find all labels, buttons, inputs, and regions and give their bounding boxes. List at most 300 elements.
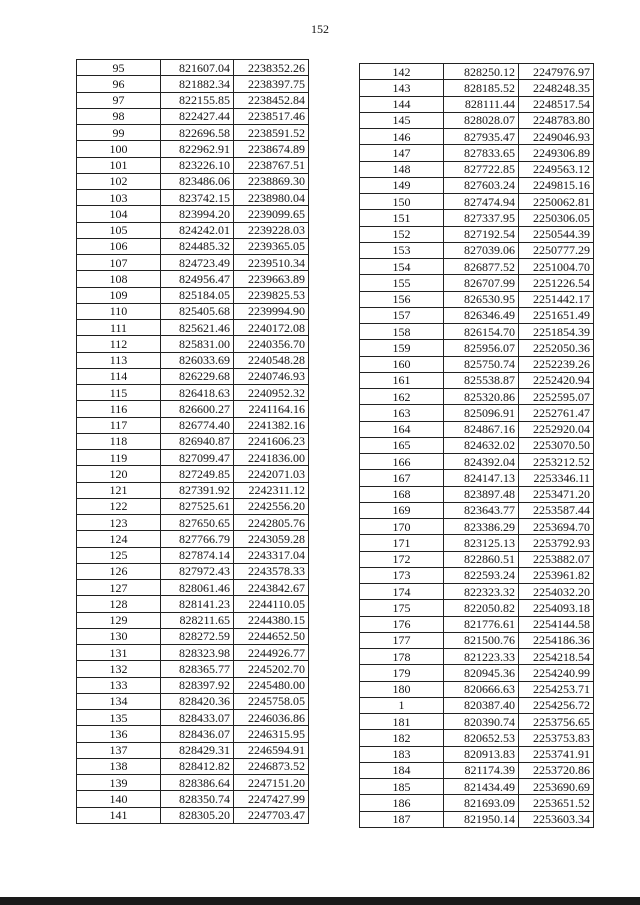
- x-coordinate-cell: 821693.09: [444, 795, 519, 811]
- x-coordinate-cell: 823742.15: [161, 190, 234, 206]
- x-coordinate-cell: 825405.68: [161, 303, 234, 319]
- table-row: [360, 242, 594, 258]
- table-row: [360, 161, 594, 177]
- table-row: [77, 612, 309, 628]
- x-coordinate-cell: 825750.74: [444, 356, 519, 372]
- y-coordinate-cell: 2246873.52: [234, 758, 309, 774]
- point-number-cell: 115: [77, 385, 161, 401]
- y-coordinate-cell: 2251651.49: [519, 307, 594, 323]
- table-row: [77, 336, 309, 352]
- x-coordinate-cell: 823386.29: [444, 519, 519, 535]
- table-row: [77, 60, 309, 76]
- x-coordinate-cell: 823643.77: [444, 502, 519, 518]
- y-coordinate-cell: 2250306.05: [519, 210, 594, 226]
- table-row: [77, 157, 309, 173]
- x-coordinate-cell: 827249.85: [161, 466, 234, 482]
- x-coordinate-cell: 826530.95: [444, 291, 519, 307]
- table-row: [77, 222, 309, 238]
- point-number-cell: 114: [77, 368, 161, 384]
- table-row: [77, 125, 309, 141]
- y-coordinate-cell: 2239994.90: [234, 303, 309, 319]
- y-coordinate-cell: 2250062.81: [519, 194, 594, 210]
- table-row: [360, 551, 594, 567]
- x-coordinate-cell: 821776.61: [444, 616, 519, 632]
- y-coordinate-cell: 2248248.35: [519, 80, 594, 96]
- x-coordinate-cell: 828433.07: [161, 710, 234, 726]
- x-coordinate-cell: 820387.40: [444, 697, 519, 713]
- x-coordinate-cell: 827874.14: [161, 547, 234, 563]
- y-coordinate-cell: 2240172.08: [234, 320, 309, 336]
- x-coordinate-cell: 827192.54: [444, 226, 519, 242]
- x-coordinate-cell: 827525.61: [161, 498, 234, 514]
- x-coordinate-cell: 827833.65: [444, 145, 519, 161]
- x-coordinate-cell: 821950.14: [444, 811, 519, 827]
- x-coordinate-cell: 822427.44: [161, 108, 234, 124]
- y-coordinate-cell: 2254144.58: [519, 616, 594, 632]
- point-number-cell: 105: [77, 222, 161, 238]
- point-number-cell: 135: [77, 710, 161, 726]
- table-row: [77, 547, 309, 563]
- x-coordinate-cell: 823897.48: [444, 486, 519, 502]
- y-coordinate-cell: 2252595.07: [519, 389, 594, 405]
- point-number-cell: 159: [360, 340, 444, 356]
- table-row: [360, 681, 594, 697]
- y-coordinate-cell: 2249563.12: [519, 161, 594, 177]
- point-number-cell: 128: [77, 596, 161, 612]
- coordinate-table-right: [359, 63, 594, 828]
- page-number: 152: [311, 22, 329, 36]
- point-number-cell: 169: [360, 502, 444, 518]
- table-row: [77, 807, 309, 823]
- point-number-cell: 178: [360, 649, 444, 665]
- point-number-cell: 177: [360, 632, 444, 648]
- table-row: [77, 645, 309, 661]
- y-coordinate-cell: 2239825.53: [234, 287, 309, 303]
- x-coordinate-cell: 820390.74: [444, 714, 519, 730]
- table-row: [360, 307, 594, 323]
- y-coordinate-cell: 2249046.93: [519, 129, 594, 145]
- x-coordinate-cell: 820945.36: [444, 665, 519, 681]
- x-coordinate-cell: 828436.07: [161, 726, 234, 742]
- point-number-cell: 145: [360, 112, 444, 128]
- y-coordinate-cell: 2253882.07: [519, 551, 594, 567]
- table-row: [77, 76, 309, 92]
- x-coordinate-cell: 828061.46: [161, 580, 234, 596]
- table-row: [77, 92, 309, 108]
- x-coordinate-cell: 827099.47: [161, 450, 234, 466]
- y-coordinate-cell: 2253346.11: [519, 470, 594, 486]
- table-row: [360, 177, 594, 193]
- table-row: [77, 433, 309, 449]
- y-coordinate-cell: 2253471.20: [519, 486, 594, 502]
- table-row: [360, 730, 594, 746]
- x-coordinate-cell: 827935.47: [444, 129, 519, 145]
- point-number-cell: 150: [360, 194, 444, 210]
- y-coordinate-cell: 2239365.05: [234, 238, 309, 254]
- y-coordinate-cell: 2253753.83: [519, 730, 594, 746]
- table-row: [360, 470, 594, 486]
- x-coordinate-cell: 823486.06: [161, 173, 234, 189]
- x-coordinate-cell: 827650.65: [161, 515, 234, 531]
- table-row: [360, 291, 594, 307]
- y-coordinate-cell: 2239663.89: [234, 271, 309, 287]
- point-number-cell: 131: [77, 645, 161, 661]
- y-coordinate-cell: 2252420.94: [519, 372, 594, 388]
- y-coordinate-cell: 2247427.99: [234, 791, 309, 807]
- table-row: [360, 96, 594, 112]
- y-coordinate-cell: 2254240.99: [519, 665, 594, 681]
- table-row: [77, 368, 309, 384]
- point-number-cell: 186: [360, 795, 444, 811]
- x-coordinate-cell: 821882.34: [161, 76, 234, 92]
- table-row: [360, 567, 594, 583]
- x-coordinate-cell: 826877.52: [444, 259, 519, 275]
- x-coordinate-cell: 820913.83: [444, 746, 519, 762]
- point-number-cell: 163: [360, 405, 444, 421]
- table-row: [360, 129, 594, 145]
- table-row: [77, 238, 309, 254]
- table-row: [77, 385, 309, 401]
- table-row: [360, 502, 594, 518]
- point-number-cell: 136: [77, 726, 161, 742]
- point-number-cell: 160: [360, 356, 444, 372]
- x-coordinate-cell: 828272.59: [161, 628, 234, 644]
- x-coordinate-cell: 828323.98: [161, 645, 234, 661]
- y-coordinate-cell: 2251854.39: [519, 324, 594, 340]
- table-row: [360, 405, 594, 421]
- point-number-cell: 164: [360, 421, 444, 437]
- point-number-cell: 119: [77, 450, 161, 466]
- table-row: [77, 482, 309, 498]
- y-coordinate-cell: 2242805.76: [234, 515, 309, 531]
- y-coordinate-cell: 2239510.34: [234, 255, 309, 271]
- table-row: [360, 486, 594, 502]
- point-number-cell: 154: [360, 259, 444, 275]
- y-coordinate-cell: 2249306.89: [519, 145, 594, 161]
- table-row: [77, 693, 309, 709]
- x-coordinate-cell: 821607.04: [161, 60, 234, 76]
- table-row: [77, 563, 309, 579]
- table-row: [77, 677, 309, 693]
- x-coordinate-cell: 827337.95: [444, 210, 519, 226]
- table-row: [77, 417, 309, 433]
- table-row: [77, 661, 309, 677]
- point-number-cell: 174: [360, 584, 444, 600]
- y-coordinate-cell: 2253741.91: [519, 746, 594, 762]
- table-row: [360, 649, 594, 665]
- point-number-cell: 185: [360, 779, 444, 795]
- table-row: [77, 206, 309, 222]
- point-number-cell: 168: [360, 486, 444, 502]
- table-row: [360, 421, 594, 437]
- table-row: [77, 141, 309, 157]
- y-coordinate-cell: 2253212.52: [519, 454, 594, 470]
- point-number-cell: 166: [360, 454, 444, 470]
- y-coordinate-cell: 2253961.82: [519, 567, 594, 583]
- point-number-cell: 111: [77, 320, 161, 336]
- y-coordinate-cell: 2246594.91: [234, 742, 309, 758]
- point-number-cell: 167: [360, 470, 444, 486]
- point-number-cell: 120: [77, 466, 161, 482]
- y-coordinate-cell: 2254093.18: [519, 600, 594, 616]
- x-coordinate-cell: 820666.63: [444, 681, 519, 697]
- table-row: [360, 64, 594, 80]
- table-row: [77, 726, 309, 742]
- table-row: [360, 697, 594, 713]
- point-number-cell: 141: [77, 807, 161, 823]
- x-coordinate-cell: 828397.92: [161, 677, 234, 693]
- point-number-cell: 152: [360, 226, 444, 242]
- y-coordinate-cell: 2248517.54: [519, 96, 594, 112]
- y-coordinate-cell: 2253792.93: [519, 535, 594, 551]
- x-coordinate-cell: 826774.40: [161, 417, 234, 433]
- y-coordinate-cell: 2254256.72: [519, 697, 594, 713]
- point-number-cell: 126: [77, 563, 161, 579]
- y-coordinate-cell: 2238869.30: [234, 173, 309, 189]
- x-coordinate-cell: 823994.20: [161, 206, 234, 222]
- y-coordinate-cell: 2252920.04: [519, 421, 594, 437]
- point-number-cell: 118: [77, 433, 161, 449]
- table-row: [360, 600, 594, 616]
- table-row: [77, 108, 309, 124]
- x-coordinate-cell: 828412.82: [161, 758, 234, 774]
- x-coordinate-cell: 827766.79: [161, 531, 234, 547]
- table-row: [77, 466, 309, 482]
- table-row: [77, 190, 309, 206]
- point-number-cell: 99: [77, 125, 161, 141]
- x-coordinate-cell: 825538.87: [444, 372, 519, 388]
- y-coordinate-cell: 2244926.77: [234, 645, 309, 661]
- x-coordinate-cell: 828250.12: [444, 64, 519, 80]
- x-coordinate-cell: 822050.82: [444, 600, 519, 616]
- y-coordinate-cell: 2254218.54: [519, 649, 594, 665]
- table-row: [77, 515, 309, 531]
- table-row: [360, 389, 594, 405]
- y-coordinate-cell: 2244652.50: [234, 628, 309, 644]
- x-coordinate-cell: 821434.49: [444, 779, 519, 795]
- y-coordinate-cell: 2253651.52: [519, 795, 594, 811]
- y-coordinate-cell: 2252050.36: [519, 340, 594, 356]
- table-row: [77, 498, 309, 514]
- y-coordinate-cell: 2244380.15: [234, 612, 309, 628]
- y-coordinate-cell: 2243842.67: [234, 580, 309, 596]
- y-coordinate-cell: 2253070.50: [519, 437, 594, 453]
- x-coordinate-cell: 828420.36: [161, 693, 234, 709]
- point-number-cell: 100: [77, 141, 161, 157]
- x-coordinate-cell: 826418.63: [161, 385, 234, 401]
- x-coordinate-cell: 822860.51: [444, 551, 519, 567]
- table-row: [360, 259, 594, 275]
- y-coordinate-cell: 2254253.71: [519, 681, 594, 697]
- point-number-cell: 165: [360, 437, 444, 453]
- x-coordinate-cell: 822593.24: [444, 567, 519, 583]
- table-row: [360, 145, 594, 161]
- table-row: [77, 596, 309, 612]
- table-row: [360, 584, 594, 600]
- point-number-cell: 95: [77, 60, 161, 76]
- point-number-cell: 144: [360, 96, 444, 112]
- y-coordinate-cell: 2238674.89: [234, 141, 309, 157]
- point-number-cell: 101: [77, 157, 161, 173]
- y-coordinate-cell: 2238767.51: [234, 157, 309, 173]
- x-coordinate-cell: 827474.94: [444, 194, 519, 210]
- point-number-cell: 117: [77, 417, 161, 433]
- y-coordinate-cell: 2249815.16: [519, 177, 594, 193]
- point-number-cell: 180: [360, 681, 444, 697]
- y-coordinate-cell: 2240356.70: [234, 336, 309, 352]
- y-coordinate-cell: 2239099.65: [234, 206, 309, 222]
- y-coordinate-cell: 2253587.44: [519, 502, 594, 518]
- table-row: [360, 226, 594, 242]
- table-row: [360, 210, 594, 226]
- x-coordinate-cell: 824867.16: [444, 421, 519, 437]
- x-coordinate-cell: 826940.87: [161, 433, 234, 449]
- y-coordinate-cell: 2254186.36: [519, 632, 594, 648]
- y-coordinate-cell: 2238397.75: [234, 76, 309, 92]
- y-coordinate-cell: 2247703.47: [234, 807, 309, 823]
- point-number-cell: 151: [360, 210, 444, 226]
- y-coordinate-cell: 2253694.70: [519, 519, 594, 535]
- table-row: [360, 519, 594, 535]
- x-coordinate-cell: 827972.43: [161, 563, 234, 579]
- table-row: [360, 275, 594, 291]
- x-coordinate-cell: 820652.53: [444, 730, 519, 746]
- x-coordinate-cell: 825831.00: [161, 336, 234, 352]
- point-number-cell: 183: [360, 746, 444, 762]
- table-row: [360, 779, 594, 795]
- point-number-cell: 173: [360, 567, 444, 583]
- point-number-cell: 123: [77, 515, 161, 531]
- point-number-cell: 112: [77, 336, 161, 352]
- y-coordinate-cell: 2252239.26: [519, 356, 594, 372]
- y-coordinate-cell: 2238352.26: [234, 60, 309, 76]
- point-number-cell: 146: [360, 129, 444, 145]
- x-coordinate-cell: 822962.91: [161, 141, 234, 157]
- table-row: [77, 255, 309, 271]
- table-row: [360, 714, 594, 730]
- y-coordinate-cell: 2238517.46: [234, 108, 309, 124]
- x-coordinate-cell: 827722.85: [444, 161, 519, 177]
- point-number-cell: 139: [77, 775, 161, 791]
- table-row: [360, 665, 594, 681]
- point-number-cell: 124: [77, 531, 161, 547]
- point-number-cell: 103: [77, 190, 161, 206]
- y-coordinate-cell: 2243059.28: [234, 531, 309, 547]
- table-row: [360, 324, 594, 340]
- table-row: [360, 762, 594, 778]
- table-row: [360, 535, 594, 551]
- point-number-cell: 181: [360, 714, 444, 730]
- y-coordinate-cell: 2246315.95: [234, 726, 309, 742]
- x-coordinate-cell: 828429.31: [161, 742, 234, 758]
- point-number-cell: 148: [360, 161, 444, 177]
- point-number-cell: 137: [77, 742, 161, 758]
- table-row: [360, 632, 594, 648]
- point-number-cell: 121: [77, 482, 161, 498]
- y-coordinate-cell: 2253756.65: [519, 714, 594, 730]
- y-coordinate-cell: 2250544.39: [519, 226, 594, 242]
- y-coordinate-cell: 2253690.69: [519, 779, 594, 795]
- point-number-cell: 142: [360, 64, 444, 80]
- y-coordinate-cell: 2254032.20: [519, 584, 594, 600]
- point-number-cell: 147: [360, 145, 444, 161]
- x-coordinate-cell: 824392.04: [444, 454, 519, 470]
- x-coordinate-cell: 828365.77: [161, 661, 234, 677]
- point-number-cell: 176: [360, 616, 444, 632]
- table-row: [77, 173, 309, 189]
- point-number-cell: 179: [360, 665, 444, 681]
- y-coordinate-cell: 2247151.20: [234, 775, 309, 791]
- point-number-cell: 184: [360, 762, 444, 778]
- point-number-cell: 116: [77, 401, 161, 417]
- point-number-cell: 1: [360, 697, 444, 713]
- point-number-cell: 129: [77, 612, 161, 628]
- x-coordinate-cell: 826154.70: [444, 324, 519, 340]
- y-coordinate-cell: 2250777.29: [519, 242, 594, 258]
- table-row: [360, 437, 594, 453]
- y-coordinate-cell: 2244110.05: [234, 596, 309, 612]
- y-coordinate-cell: 2251226.54: [519, 275, 594, 291]
- x-coordinate-cell: 826707.99: [444, 275, 519, 291]
- x-coordinate-cell: 828185.52: [444, 80, 519, 96]
- point-number-cell: 109: [77, 287, 161, 303]
- y-coordinate-cell: 2241164.16: [234, 401, 309, 417]
- point-number-cell: 187: [360, 811, 444, 827]
- point-number-cell: 155: [360, 275, 444, 291]
- table-row: [77, 287, 309, 303]
- table-row: [360, 356, 594, 372]
- point-number-cell: 149: [360, 177, 444, 193]
- y-coordinate-cell: 2240548.28: [234, 352, 309, 368]
- x-coordinate-cell: 828211.65: [161, 612, 234, 628]
- table-row: [360, 746, 594, 762]
- x-coordinate-cell: 821500.76: [444, 632, 519, 648]
- y-coordinate-cell: 2242556.20: [234, 498, 309, 514]
- point-number-cell: 171: [360, 535, 444, 551]
- x-coordinate-cell: 826346.49: [444, 307, 519, 323]
- table-row: [360, 372, 594, 388]
- y-coordinate-cell: 2241606.23: [234, 433, 309, 449]
- x-coordinate-cell: 822696.58: [161, 125, 234, 141]
- point-number-cell: 138: [77, 758, 161, 774]
- x-coordinate-cell: 822155.85: [161, 92, 234, 108]
- x-coordinate-cell: 827603.24: [444, 177, 519, 193]
- y-coordinate-cell: 2252761.47: [519, 405, 594, 421]
- y-coordinate-cell: 2251004.70: [519, 259, 594, 275]
- point-number-cell: 102: [77, 173, 161, 189]
- table-row: [77, 628, 309, 644]
- y-coordinate-cell: 2241836.00: [234, 450, 309, 466]
- x-coordinate-cell: 824485.32: [161, 238, 234, 254]
- x-coordinate-cell: 821223.33: [444, 649, 519, 665]
- point-number-cell: 127: [77, 580, 161, 596]
- table-row: [77, 531, 309, 547]
- x-coordinate-cell: 827039.06: [444, 242, 519, 258]
- table-row: [77, 758, 309, 774]
- y-coordinate-cell: 2242071.03: [234, 466, 309, 482]
- table-row: [77, 710, 309, 726]
- table-row: [360, 112, 594, 128]
- x-coordinate-cell: 824242.01: [161, 222, 234, 238]
- x-coordinate-cell: 821174.39: [444, 762, 519, 778]
- point-number-cell: 107: [77, 255, 161, 271]
- table-row: [77, 320, 309, 336]
- x-coordinate-cell: 824723.49: [161, 255, 234, 271]
- point-number-cell: 122: [77, 498, 161, 514]
- y-coordinate-cell: 2245202.70: [234, 661, 309, 677]
- point-number-cell: 97: [77, 92, 161, 108]
- point-number-cell: 98: [77, 108, 161, 124]
